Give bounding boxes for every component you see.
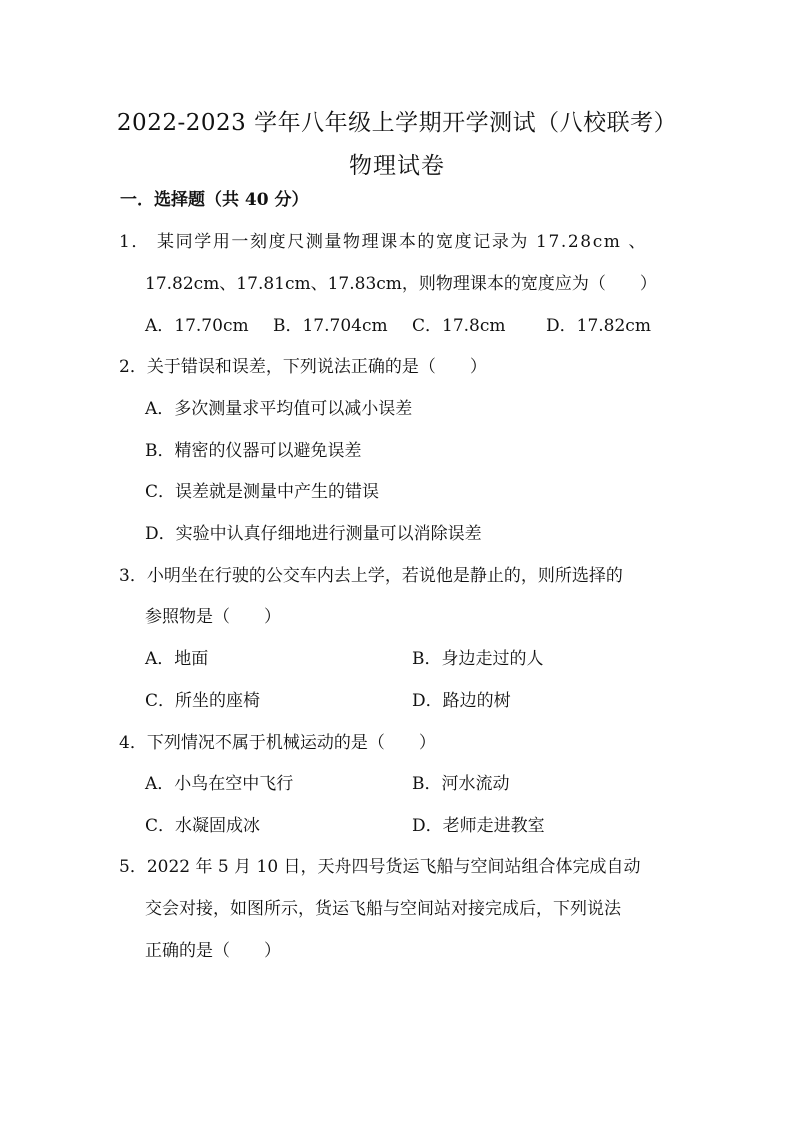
question-5-line-3: 正确的是（ ） [145, 941, 281, 961]
question-1-option-b: B．17.704cm [273, 316, 388, 336]
question-3-option-a: A．地面 [145, 649, 209, 669]
question-3-line-1: 3．小明坐在行驶的公交车内去上学，若说他是静止的，则所选择的 [119, 566, 623, 586]
question-1-option-a: A．17.70cm [145, 316, 249, 336]
question-3-option-c: C．所坐的座椅 [145, 691, 261, 711]
exam-title: 2022-2023 学年八年级上学期开学测试（八校联考） [116, 110, 678, 136]
question-3-option-d: D．路边的树 [412, 691, 511, 711]
question-2-stem: 2．关于错误和误差，下列说法正确的是（ ） [119, 357, 487, 377]
question-4-option-d: D．老师走进教室 [412, 816, 545, 836]
question-4-option-b: B．河水流动 [412, 774, 510, 794]
question-4-stem: 4．下列情况不属于机械运动的是（ ） [119, 733, 436, 753]
section-heading: 一．选择题（共 40 分） [120, 190, 309, 210]
question-1-line-2: 17.82cm、17.81cm、17.83cm，则物理课本的宽度应为（ ） [145, 274, 657, 294]
question-2-option-a: A．多次测量求平均值可以减小误差 [145, 399, 413, 419]
exam-subtitle: 物理试卷 [349, 153, 445, 179]
question-5-line-2: 交会对接，如图所示，货运飞船与空间站对接完成后，下列说法 [145, 899, 621, 919]
question-3-option-b: B．身边走过的人 [412, 649, 544, 669]
question-1-line-1: 1． 某同学用一刻度尺测量物理课本的宽度记录为 17.28cm 、 [119, 232, 648, 252]
question-1-option-d: D．17.82cm [546, 316, 651, 336]
question-4-option-c: C．水凝固成冰 [145, 816, 261, 836]
question-3-line-2: 参照物是（ ） [145, 607, 281, 627]
question-1-option-c: C．17.8cm [412, 316, 506, 336]
question-2-option-d: D．实验中认真仔细地进行测量可以消除误差 [145, 524, 482, 544]
question-5-line-1: 5．2022 年 5 月 10 日，天舟四号货运飞船与空间站组合体完成自动 [119, 857, 641, 877]
question-2-option-c: C．误差就是测量中产生的错误 [145, 482, 380, 502]
question-4-option-a: A．小鸟在空中飞行 [145, 774, 294, 794]
question-2-option-b: B．精密的仪器可以避免误差 [145, 441, 362, 461]
